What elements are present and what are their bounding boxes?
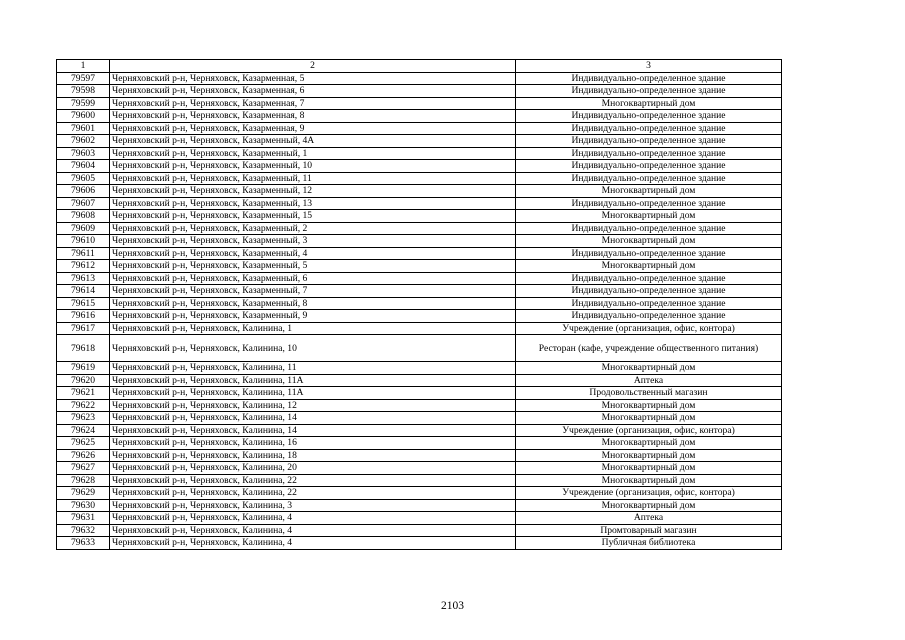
table-row [57, 499, 782, 512]
row-object-type-cell: Публичная библиотека [516, 537, 782, 550]
table-row [57, 222, 782, 235]
table-row [57, 247, 782, 260]
row-address-cell: Черняховский р-н, Черняховск, Калинина, 10 [110, 335, 516, 362]
row-object-type-cell: Индивидуально-определенное здание [516, 147, 782, 160]
row-id-cell: 79623 [57, 412, 110, 425]
table-row [57, 72, 782, 85]
row-object-type-cell: Индивидуально-определенное здание [516, 72, 782, 85]
row-address-cell: Черняховский р-н, Черняховск, Казарменный, 1 [110, 147, 516, 160]
row-address-cell: Черняховский р-н, Черняховск, Казарменный, 2 [110, 222, 516, 235]
row-address-cell: Черняховский р-н, Черняховск, Калинина, 3 [110, 499, 516, 512]
page-number: 2103 [441, 600, 464, 612]
registry-table [56, 59, 782, 550]
row-object-type-cell: Индивидуально-определенное здание [516, 310, 782, 323]
table-row [57, 210, 782, 223]
row-address-cell: Черняховский р-н, Черняховск, Калинина, 4 [110, 537, 516, 550]
table-row [57, 462, 782, 475]
row-address-cell: Черняховский р-н, Черняховск, Казарменная, 5 [110, 72, 516, 85]
row-id-cell: 79610 [57, 235, 110, 248]
row-id-cell: 79624 [57, 424, 110, 437]
row-address-cell: Черняховский р-н, Черняховск, Казарменный, 15 [110, 210, 516, 223]
table-row [57, 487, 782, 500]
table-row [57, 512, 782, 525]
row-id-cell: 79622 [57, 399, 110, 412]
row-address-cell: Черняховский р-н, Черняховск, Калинина, 14 [110, 424, 516, 437]
row-address-cell: Черняховский р-н, Черняховск, Казарменный, 3 [110, 235, 516, 248]
row-object-type-cell: Многоквартирный дом [516, 449, 782, 462]
row-address-cell: Черняховский р-н, Черняховск, Казарменный, 6 [110, 272, 516, 285]
table-row [57, 172, 782, 185]
row-object-type-cell: Индивидуально-определенное здание [516, 197, 782, 210]
row-address-cell: Черняховский р-н, Черняховск, Калинина, 11 [110, 362, 516, 375]
table-row [57, 310, 782, 323]
table-row [57, 412, 782, 425]
registry-body [57, 72, 782, 549]
row-address-cell: Черняховский р-н, Черняховск, Калинина, 1 [110, 322, 516, 335]
row-address-cell: Черняховский р-н, Черняховск, Казарменный, 5 [110, 260, 516, 273]
table-row [57, 272, 782, 285]
row-id-cell: 79625 [57, 437, 110, 450]
table-row [57, 260, 782, 273]
row-object-type-cell: Промтоварный магазин [516, 524, 782, 537]
table-row [57, 185, 782, 198]
row-object-type-cell: Индивидуально-определенное здание [516, 110, 782, 123]
table-row [57, 374, 782, 387]
table-row [57, 387, 782, 400]
table-row [57, 97, 782, 110]
table-row [57, 437, 782, 450]
table-row [57, 424, 782, 437]
row-object-type-cell: Индивидуально-определенное здание [516, 85, 782, 98]
row-address-cell: Черняховский р-н, Черняховск, Казарменный, 4А [110, 135, 516, 148]
table-row [57, 449, 782, 462]
row-object-type-cell: Многоквартирный дом [516, 412, 782, 425]
row-id-cell: 79619 [57, 362, 110, 375]
row-object-type-cell: Многоквартирный дом [516, 97, 782, 110]
row-id-cell: 79606 [57, 185, 110, 198]
row-object-type-cell: Индивидуально-определенное здание [516, 135, 782, 148]
row-address-cell: Черняховский р-н, Черняховск, Казарменный, 7 [110, 285, 516, 298]
row-id-cell: 79601 [57, 122, 110, 135]
table-row [57, 537, 782, 550]
row-address-cell: Черняховский р-н, Черняховск, Казарменный, 8 [110, 297, 516, 310]
table-row [57, 122, 782, 135]
row-object-type-cell: Многоквартирный дом [516, 437, 782, 450]
row-id-cell: 79612 [57, 260, 110, 273]
row-id-cell: 79614 [57, 285, 110, 298]
row-id-cell: 79602 [57, 135, 110, 148]
row-address-cell: Черняховский р-н, Черняховск, Казарменная, 8 [110, 110, 516, 123]
row-address-cell: Черняховский р-н, Черняховск, Казарменный, 13 [110, 197, 516, 210]
row-object-type-cell: Многоквартирный дом [516, 185, 782, 198]
table-row [57, 85, 782, 98]
table-row [57, 335, 782, 362]
row-address-cell: Черняховский р-н, Черняховск, Калинина, 22 [110, 487, 516, 500]
row-address-cell: Черняховский р-н, Черняховск, Калинина, 20 [110, 462, 516, 475]
row-id-cell: 79616 [57, 310, 110, 323]
row-address-cell: Черняховский р-н, Черняховск, Калинина, 14 [110, 412, 516, 425]
column-number-row [57, 60, 782, 73]
row-address-cell: Черняховский р-н, Черняховск, Казарменный, 10 [110, 160, 516, 173]
row-id-cell: 79627 [57, 462, 110, 475]
row-object-type-cell: Многоквартирный дом [516, 499, 782, 512]
row-object-type-cell: Индивидуально-определенное здание [516, 247, 782, 260]
row-object-type-cell: Многоквартирный дом [516, 362, 782, 375]
row-address-cell: Черняховский р-н, Черняховск, Калинина, 16 [110, 437, 516, 450]
row-object-type-cell: Учреждение (организация, офис, контора) [516, 424, 782, 437]
row-id-cell: 79629 [57, 487, 110, 500]
row-object-type-cell: Продовольственный магазин [516, 387, 782, 400]
row-address-cell: Черняховский р-н, Черняховск, Казарменный, 4 [110, 247, 516, 260]
row-object-type-cell: Многоквартирный дом [516, 210, 782, 223]
row-address-cell: Черняховский р-н, Черняховск, Казарменный, 12 [110, 185, 516, 198]
row-object-type-cell: Многоквартирный дом [516, 399, 782, 412]
row-object-type-cell: Индивидуально-определенное здание [516, 122, 782, 135]
row-object-type-cell: Учреждение (организация, офис, контора) [516, 487, 782, 500]
table-row [57, 110, 782, 123]
table-row [57, 322, 782, 335]
table-row [57, 160, 782, 173]
row-id-cell: 79613 [57, 272, 110, 285]
table-row [57, 135, 782, 148]
row-id-cell: 79603 [57, 147, 110, 160]
row-id-cell: 79599 [57, 97, 110, 110]
row-object-type-cell: Индивидуально-определенное здание [516, 160, 782, 173]
table-row [57, 285, 782, 298]
row-id-cell: 79608 [57, 210, 110, 223]
row-address-cell: Черняховский р-н, Черняховск, Калинина, 22 [110, 474, 516, 487]
row-id-cell: 79621 [57, 387, 110, 400]
row-address-cell: Черняховский р-н, Черняховск, Калинина, 18 [110, 449, 516, 462]
row-id-cell: 79628 [57, 474, 110, 487]
row-address-cell: Черняховский р-н, Черняховск, Казарменный, 9 [110, 310, 516, 323]
row-object-type-cell: Аптека [516, 374, 782, 387]
row-id-cell: 79611 [57, 247, 110, 260]
table-row [57, 474, 782, 487]
row-address-cell: Черняховский р-н, Черняховск, Казарменный, 11 [110, 172, 516, 185]
row-address-cell: Черняховский р-н, Черняховск, Казарменная, 9 [110, 122, 516, 135]
row-address-cell: Черняховский р-н, Черняховск, Казарменная, 7 [110, 97, 516, 110]
row-id-cell: 79604 [57, 160, 110, 173]
row-object-type-cell: Индивидуально-определенное здание [516, 172, 782, 185]
row-object-type-cell: Многоквартирный дом [516, 235, 782, 248]
row-id-cell: 79598 [57, 85, 110, 98]
row-id-cell: 79633 [57, 537, 110, 550]
row-object-type-cell: Индивидуально-определенное здание [516, 285, 782, 298]
row-object-type-cell: Индивидуально-определенное здание [516, 297, 782, 310]
table-row [57, 297, 782, 310]
row-object-type-cell: Многоквартирный дом [516, 260, 782, 273]
table-row [57, 362, 782, 375]
table-row [57, 235, 782, 248]
row-address-cell: Черняховский р-н, Черняховск, Калинина, 4 [110, 524, 516, 537]
row-object-type-cell: Многоквартирный дом [516, 462, 782, 475]
row-address-cell: Черняховский р-н, Черняховск, Казарменная, 6 [110, 85, 516, 98]
row-object-type-cell: Ресторан (кафе, учреждение общественного питания) [516, 335, 782, 362]
row-id-cell: 79631 [57, 512, 110, 525]
row-id-cell: 79630 [57, 499, 110, 512]
row-address-cell: Черняховский р-н, Черняховск, Калинина, 11А [110, 387, 516, 400]
row-object-type-cell: Индивидуально-определенное здание [516, 222, 782, 235]
column-number-1: 1 [57, 60, 110, 73]
row-id-cell: 79597 [57, 72, 110, 85]
table-row [57, 399, 782, 412]
table-row [57, 197, 782, 210]
row-id-cell: 79626 [57, 449, 110, 462]
table-row [57, 524, 782, 537]
row-id-cell: 79632 [57, 524, 110, 537]
row-id-cell: 79618 [57, 335, 110, 362]
row-address-cell: Черняховский р-н, Черняховск, Калинина, 12 [110, 399, 516, 412]
row-object-type-cell: Учреждение (организация, офис, контора) [516, 322, 782, 335]
row-address-cell: Черняховский р-н, Черняховск, Калинина, 11А [110, 374, 516, 387]
column-number-2: 2 [110, 60, 516, 73]
row-object-type-cell: Аптека [516, 512, 782, 525]
row-id-cell: 79600 [57, 110, 110, 123]
row-id-cell: 79617 [57, 322, 110, 335]
row-object-type-cell: Многоквартирный дом [516, 474, 782, 487]
row-object-type-cell: Индивидуально-определенное здание [516, 272, 782, 285]
row-id-cell: 79620 [57, 374, 110, 387]
row-id-cell: 79605 [57, 172, 110, 185]
row-id-cell: 79609 [57, 222, 110, 235]
row-id-cell: 79607 [57, 197, 110, 210]
row-id-cell: 79615 [57, 297, 110, 310]
row-address-cell: Черняховский р-н, Черняховск, Калинина, 4 [110, 512, 516, 525]
table-row [57, 147, 782, 160]
column-number-3: 3 [516, 60, 782, 73]
